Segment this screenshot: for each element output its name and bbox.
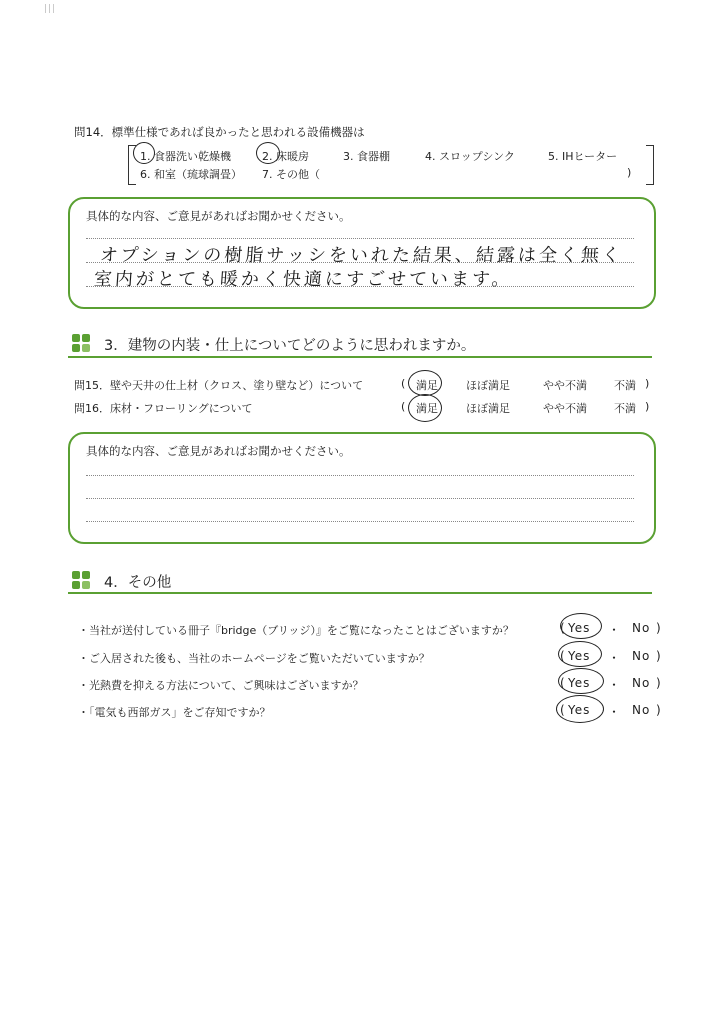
q15-selected-circle bbox=[408, 370, 442, 396]
s4-q3-open-paren: ( bbox=[560, 676, 566, 690]
q14-option-7-text: その他（ bbox=[276, 168, 320, 181]
q15-open-paren: ( bbox=[401, 377, 406, 390]
s4-q1-text: ・当社が送付している冊子『bridge（ブリッジ）』をご覧になったことはございますか？ bbox=[78, 624, 514, 637]
q14-option-1-circle bbox=[133, 142, 155, 164]
q14-option-4-num: 4. bbox=[425, 150, 436, 163]
q14-option-1-text: 食器洗い乾燥機 bbox=[154, 150, 231, 163]
s4-q3-text: ・光熱費を抑える方法について、ご興味はございますか？ bbox=[78, 679, 364, 692]
comment-box-2-label: 具体的な内容、ご意見があればお聞かせください。 bbox=[86, 444, 351, 458]
s4-q4-text: ・「電気も西部ガス」をご存知ですか？ bbox=[78, 706, 271, 719]
clover-icon bbox=[72, 334, 90, 352]
s4-q1-open-paren: ( bbox=[560, 621, 566, 635]
q14-option-2-circle bbox=[256, 142, 280, 164]
q14-option-6-text: 和室（琉球調畳） bbox=[154, 168, 242, 181]
s4-q3-sep: ・ bbox=[608, 678, 622, 692]
comment-box-1-handwriting-2: 室内がとても暖かく快適にすごせています。 bbox=[93, 269, 514, 290]
q14-option-5[interactable] bbox=[548, 148, 617, 164]
s4-q4-yes[interactable]: Yes bbox=[568, 703, 591, 717]
q14-option-2-text: 床暖房 bbox=[276, 150, 309, 163]
q15-choice-dissatisfied[interactable]: 不満 bbox=[614, 379, 636, 392]
s4-q1-sep: ・ bbox=[608, 623, 622, 637]
s4-q2-sep: ・ bbox=[608, 651, 622, 665]
comment-box-1-label: 具体的な内容、ご意見があればお聞かせください。 bbox=[86, 209, 351, 223]
q14-option-4[interactable] bbox=[425, 148, 515, 164]
s4-q2-yes[interactable]: Yes bbox=[568, 649, 591, 663]
q16-close-paren: ) bbox=[645, 400, 650, 413]
q16-choice-dissatisfied[interactable]: 不満 bbox=[614, 402, 636, 415]
q14-label: 問14．標準仕様であれば良かったと思われる設備機器は bbox=[74, 125, 365, 139]
q14-option-1-num: 1. bbox=[140, 150, 151, 163]
s4-q1-yes-circle bbox=[560, 613, 602, 639]
q15-label: 問15．壁や天井の仕上材（クロス、塗り壁など）について bbox=[74, 379, 364, 392]
s4-q4-close-paren: ) bbox=[656, 703, 662, 717]
section-3-title: 3．建物の内装・仕上についてどのように思われますか。 bbox=[104, 338, 476, 354]
comment-box-2-line-1 bbox=[86, 475, 634, 476]
q16-open-paren: ( bbox=[401, 400, 406, 413]
section-4-underline bbox=[68, 592, 652, 594]
q14-option-7-num: 7. bbox=[262, 168, 273, 181]
q16-selected-circle bbox=[408, 394, 442, 422]
s4-q1-close-paren: ) bbox=[656, 621, 662, 635]
q14-option-3-text: 食器棚 bbox=[357, 150, 390, 163]
q14-option-7[interactable] bbox=[262, 166, 320, 182]
q14-bracket-right bbox=[646, 145, 654, 185]
q15-choice-somewhat[interactable]: やや不満 bbox=[543, 379, 587, 392]
scan-mark: ||| bbox=[44, 4, 57, 14]
q15-choice-satisfied[interactable]: 満足 bbox=[416, 379, 438, 392]
q16-label: 問16．床材・フローリングについて bbox=[74, 402, 253, 415]
s4-q2-close-paren: ) bbox=[656, 649, 662, 663]
q15-choice-mostly[interactable]: ほぼ満足 bbox=[466, 379, 510, 392]
s4-q4-no[interactable]: No bbox=[632, 703, 651, 717]
s4-q2-no[interactable]: No bbox=[632, 649, 651, 663]
section-4-title: 4．その他 bbox=[104, 575, 172, 591]
q14-option-3-num: 3. bbox=[343, 150, 354, 163]
section-3-underline bbox=[68, 356, 652, 358]
clover-icon bbox=[72, 571, 90, 589]
q14-option-2-num: 2. bbox=[262, 150, 273, 163]
q14-close-paren: ) bbox=[627, 166, 632, 179]
s4-q4-sep: ・ bbox=[608, 705, 622, 719]
q16-choice-satisfied[interactable]: 満足 bbox=[416, 402, 438, 415]
s4-q4-yes-circle bbox=[556, 695, 604, 723]
s4-q1-no[interactable]: No bbox=[632, 621, 651, 635]
comment-box-1-handwriting-1: オプションの樹脂サッシをいれた結果、結露は全く無く bbox=[99, 245, 624, 266]
s4-q1-yes[interactable]: Yes bbox=[568, 621, 591, 635]
q14-option-5-num: 5. bbox=[548, 150, 559, 163]
q14-option-3[interactable] bbox=[343, 148, 390, 164]
s4-q2-text: ・ご入居された後も、当社のホームページをご覧いただいていますか？ bbox=[78, 652, 430, 665]
comment-box-2-line-2 bbox=[86, 498, 634, 499]
s4-q3-yes[interactable]: Yes bbox=[568, 676, 591, 690]
q14-option-6[interactable] bbox=[140, 166, 242, 182]
q15-close-paren: ) bbox=[645, 377, 650, 390]
comment-box-1-line-1 bbox=[86, 238, 634, 239]
comment-box-2-line-3 bbox=[86, 521, 634, 522]
s4-q3-no[interactable]: No bbox=[632, 676, 651, 690]
q16-choice-somewhat[interactable]: やや不満 bbox=[543, 402, 587, 415]
s4-q2-yes-circle bbox=[558, 641, 602, 667]
q14-option-5-text: IHヒーター bbox=[562, 150, 618, 163]
s4-q3-close-paren: ) bbox=[656, 676, 662, 690]
s4-q4-open-paren: ( bbox=[560, 703, 566, 717]
q16-choice-mostly[interactable]: ほぼ満足 bbox=[466, 402, 510, 415]
q14-option-4-text: スロップシンク bbox=[439, 150, 515, 163]
q14-option-6-num: 6. bbox=[140, 168, 151, 181]
s4-q3-yes-circle bbox=[558, 668, 604, 694]
s4-q2-open-paren: ( bbox=[560, 649, 566, 663]
